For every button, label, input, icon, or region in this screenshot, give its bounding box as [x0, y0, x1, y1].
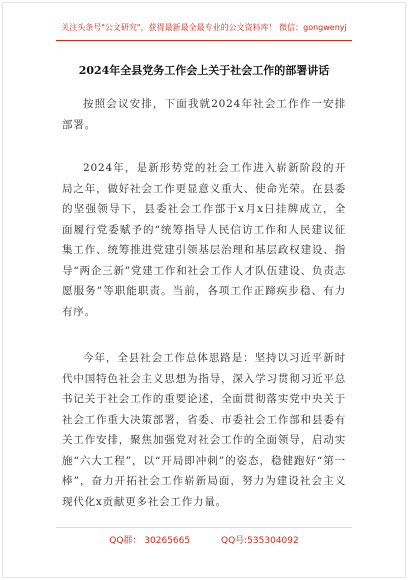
paragraph-1: 按照会议安排，下面我就2024年社会工作作一安排部署。: [62, 98, 346, 131]
document-title: 2024年全县党务工作会上关于社会工作的部署讲话: [78, 64, 330, 77]
document-body: [62, 94, 346, 538]
paragraph-3: 今年，全县社会工作总体思路是：坚持以习近平新时代中国特色社会主义思想为指导，深入学习贯彻习近平总书记关于社会工作的重要论述，全面贯彻落实党中央关于社会工作重大决策部署，省委、市委社会工作部和县委有关工作安排，聚焦加强党对社会工作的全面领导，启动实施“六大工程”，以“开局即冲刺”的姿态，稳健跑好“第一棒”，奋力开拓社会工作崭新局面，努力为建设社会主义现代化x贡献更多社会工作力量。: [62, 352, 346, 508]
header-divider: [56, 40, 352, 41]
footer-divider: [56, 527, 352, 528]
paragraph-2: 2024年，是新形势党的社会工作进入崭新阶段的开局之年，做好社会工作更显意义重大、使命光荣。在县委的坚强领导下，县委社会工作部于x月x日挂牌成立，全面履行党委赋予的“统筹指导人民信访工作和人民建议征集工作、统筹推进党建引领基层治理和基层政权建设、指导“两企三新”党建工作和社会工作人才队伍建设、负责志愿服务”等职能职责。当前，各项工作正蹄疾步稳、有力有序。: [62, 162, 346, 318]
footer-contact: [0, 533, 408, 546]
footer-qq-number: QQ号:535304092: [220, 536, 299, 546]
header-promo-note: 关注头条号"公文研究"，获得最新最全最专业的公文资料库！ 微信：gongwenyj: [61, 23, 347, 32]
footer-qq-group: QQ群： 30265665: [109, 536, 191, 546]
